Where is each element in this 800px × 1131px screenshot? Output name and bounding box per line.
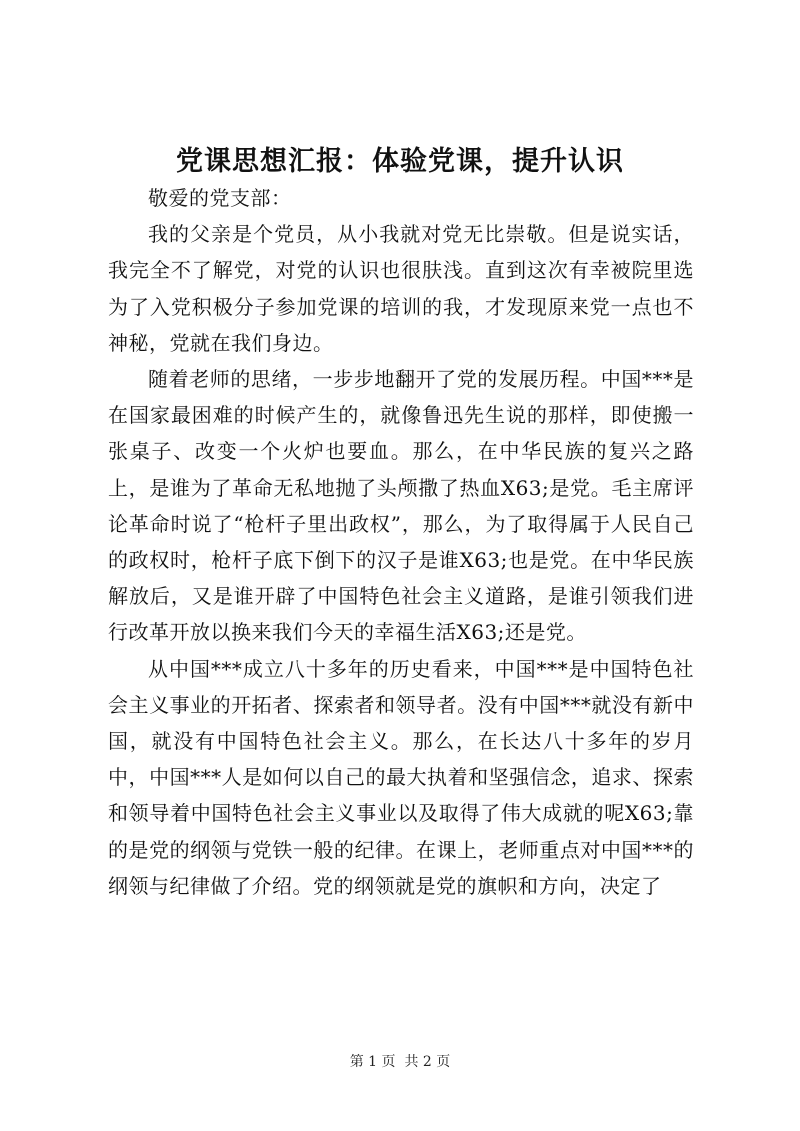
page-number: 第 1 页 共 2 页 — [349, 1054, 451, 1070]
paragraph-3: 从中国***成立八十多年的历史看来，中国***是中国特色社会主义事业的开拓者、探索者和领导者。没有中国***就没有新中国，就没有中国特色社会主义。那么，在长达八十多年的岁月中，中国***人是如何以自己的最大执着和坚强信念，追求、探索和领导着中国特色社会主义事业以及取得了伟大成就的呢X63;靠的是党的纲领与党铁一般的纪律。在课上，老师重点对中国***的纲领与纪律做了介绍。党的纲领就是党的旗帜和方向，决定了 — [108, 656, 694, 898]
document-title: 党课思想汇报：体验党课，提升认识 — [176, 146, 624, 177]
page-footer — [0, 1052, 800, 1072]
paragraph-1: 我的父亲是个党员，从小我就对党无比崇敬。但是说实话，我完全不了解党，对党的认识也很肤浅。直到这次有幸被院里选为了入党积极分子参加党课的培训的我，才发现原来党一点也不神秘，党就在我们身边。 — [108, 222, 694, 355]
paragraph-2: 随着老师的思绪，一步步地翻开了党的发展历程。中国***是在国家最困难的时候产生的，就像鲁迅先生说的那样，即使搬一张桌子、改变一个火炉也要血。那么，在中华民族的复兴之路上，是谁为了革命无私地抛了头颅撒了热血X63;是党。毛主席评论革命时说了“枪杆子里出政权”，那么，为了取得属于人民自己的政权时，枪杆子底下倒下的汉子是谁X63;也是党。在中华民族解放后，又是谁开辟了中国特色社会主义道路，是谁引领我们进行改革开放以换来我们今天的幸福生活X63;还是党。 — [108, 367, 694, 645]
document-body — [108, 180, 694, 904]
salutation: 敬爱的党支部： — [148, 186, 292, 210]
